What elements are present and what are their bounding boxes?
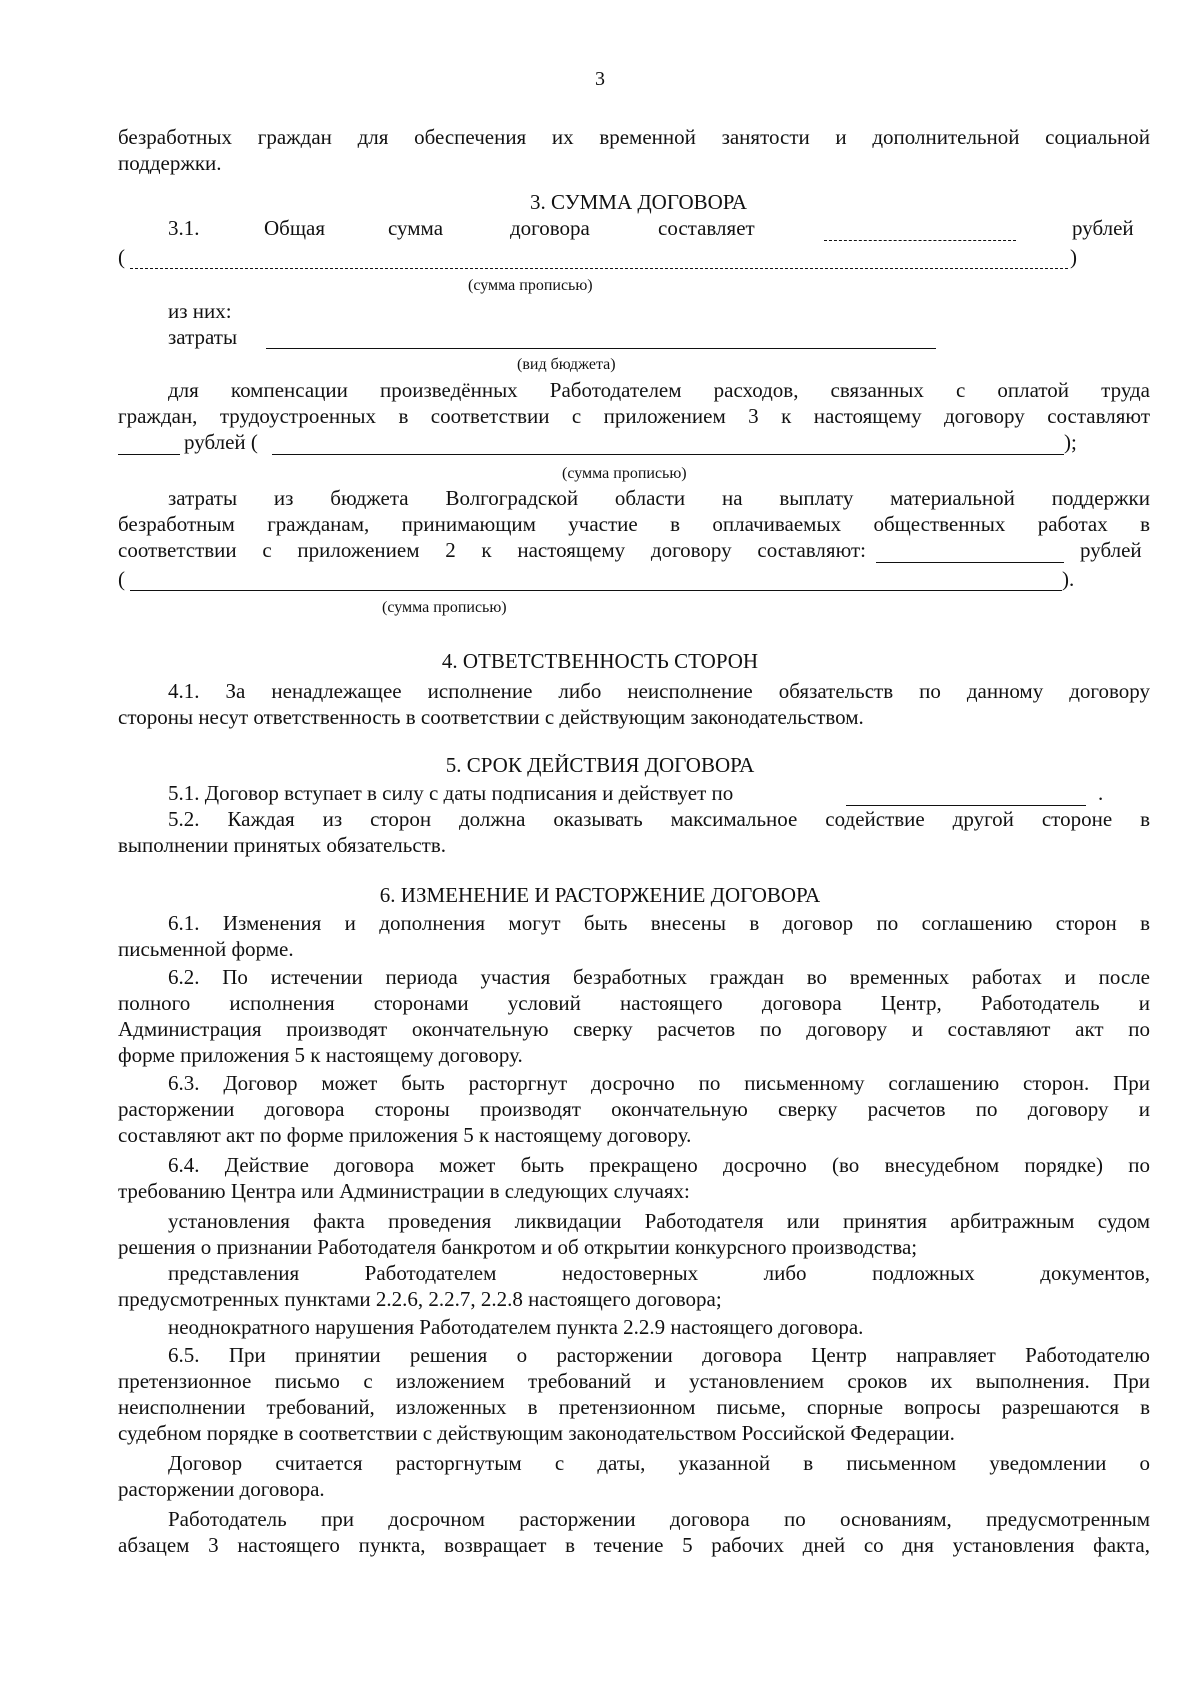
p64-line-2: требованию Центра или Администрации в следующих случаях: <box>118 1179 690 1203</box>
case-1-line-1: установления факта проведения ликвидации Работодателя или принятия арбитражным судом <box>168 1209 1150 1233</box>
budget-type-blank <box>266 330 936 349</box>
mat-sum-blank <box>876 544 1064 563</box>
case-1-line-2: решения о признании Работодателя банкротом и об открытии конкурсного производства; <box>118 1235 918 1259</box>
p62-line-3: Администрация производят окончательную сверку расчетов по договору и составляют акт по <box>118 1017 1150 1041</box>
case-2-line-2: предусмотренных пунктами 2.2.6, 2.2.7, 2.2.8 настоящего договора; <box>118 1287 722 1311</box>
comp-line-2: граждан, трудоустроенных в соответствии с приложением 3 к настоящему договору составляют <box>118 404 1150 428</box>
mat-close-dot: ). <box>1062 567 1075 591</box>
sum-total-blank <box>824 222 1016 241</box>
p62-line-4: форме приложения 5 к настоящему договору. <box>118 1043 523 1067</box>
mat-open-paren: ( <box>118 567 125 591</box>
p41-line-2: стороны несут ответственность в соответствии с действующим законодательством. <box>118 705 864 729</box>
sum-words-hint-1: (сумма прописью) <box>468 277 593 294</box>
p31-word-1: 3.1. <box>168 216 200 240</box>
intro-line-2: поддержки. <box>118 151 222 175</box>
page-number: 3 <box>595 68 605 90</box>
sum-total-close-paren: ) <box>1070 245 1077 269</box>
comp-rub-paren: рублей ( <box>184 430 258 454</box>
p31-word-2: Общая <box>264 216 326 240</box>
section-4-heading: 4. ОТВЕТСТВЕННОСТЬ СТОРОН <box>441 649 759 673</box>
p61-line-2: письменной форме. <box>118 937 294 961</box>
sum-total-open-paren: ( <box>118 245 125 269</box>
p62-line-2: полного исполнения сторонами условий настоящего договора Центр, Работодатель и <box>118 991 1150 1015</box>
case-2-line-1: представления Работодателем недостоверных либо подложных документов, <box>168 1261 1150 1285</box>
p63-line-1: 6.3. Договор может быть расторгнут досрочно по письменному соглашению сторон. При <box>168 1071 1150 1095</box>
zatraty-label: затраты <box>168 325 238 349</box>
employer-line-1: Работодатель при досрочном расторжении договора по основаниям, предусмотренным <box>168 1507 1150 1531</box>
case-3: неоднократного нарушения Работодателем пункта 2.2.9 настоящего договора. <box>168 1315 864 1339</box>
p51-text: 5.1. Договор вступает в силу с даты подписания и действует по <box>168 781 734 805</box>
section-3-heading: 3. СУММА ДОГОВОРА <box>530 190 747 214</box>
p65-line-2: претензионное письмо с изложением требований и установлением сроков их выполнения. При <box>118 1369 1150 1393</box>
p31-word-3: сумма <box>388 216 444 240</box>
mat-line-1: затраты из бюджета Волгоградской области на выплату материальной поддержки <box>168 486 1150 510</box>
p63-line-2: расторжении договора стороны производят окончательную сверку расчетов по договору и <box>118 1097 1150 1121</box>
p51-end: . <box>1098 781 1104 805</box>
p31-word-6: рублей <box>1072 216 1134 240</box>
employer-line-2: абзацем 3 настоящего пункта, возвращает в течение 5 рабочих дней со дня установления факта, <box>118 1533 1150 1557</box>
mat-line-3: соответствии с приложением 2 к настоящему договору составляют: <box>118 538 866 562</box>
intro-line-1: безработных граждан для обеспечения их временной занятости и дополнительной социальной <box>118 125 1150 149</box>
p65-line-1: 6.5. При принятии решения о расторжении договора Центр направляет Работодателю <box>168 1343 1150 1367</box>
comp-line-1: для компенсации произведённых Работодателем расходов, связанных с оплатой труда <box>168 378 1150 402</box>
p65-line-4: судебном порядке в соответствии с действующим законодательством Российской Федерации. <box>118 1421 955 1445</box>
section-5-heading: 5. СРОК ДЕЙСТВИЯ ДОГОВОРА <box>445 753 755 777</box>
budget-hint: (вид бюджета) <box>517 356 616 373</box>
mat-sum-words-blank <box>130 572 1062 591</box>
comp-sum-words-blank <box>272 436 1064 455</box>
termination-line-1: Договор считается расторгнутым с даты, указанной в письменном уведомлении о <box>168 1451 1150 1475</box>
mat-line-2: безработным гражданам, принимающим участие в оплачиваемых общественных работах в <box>118 512 1150 536</box>
termination-line-2: расторжении договора. <box>118 1477 325 1501</box>
iz-nih-label: из них: <box>168 299 232 323</box>
comp-sum-blank <box>118 436 180 455</box>
p62-line-1: 6.2. По истечении периода участия безработных граждан во временных работах и после <box>168 965 1150 989</box>
comp-close-semicolon: ); <box>1064 430 1077 454</box>
sum-words-hint-3: (сумма прописью) <box>382 599 507 616</box>
p52-line-2: выполнении принятых обязательств. <box>118 833 447 857</box>
p64-line-1: 6.4. Действие договора может быть прекращено досрочно (во внесудебном порядке) по <box>168 1153 1150 1177</box>
end-date-blank <box>846 787 1086 806</box>
p52-line-1: 5.2. Каждая из сторон должна оказывать максимальное содействие другой стороне в <box>168 807 1150 831</box>
mat-rub: рублей <box>1080 538 1142 562</box>
section-6-heading: 6. ИЗМЕНЕНИЕ И РАСТОРЖЕНИЕ ДОГОВОРА <box>379 883 821 907</box>
p41-line-1: 4.1. За ненадлежащее исполнение либо неисполнение обязательств по данному договору <box>168 679 1150 703</box>
p31-word-5: составляет <box>658 216 755 240</box>
p61-line-1: 6.1. Изменения и дополнения могут быть внесены в договор по соглашению сторон в <box>168 911 1150 935</box>
sum-words-hint-2: (сумма прописью) <box>562 465 687 482</box>
sum-total-words-blank <box>130 250 1068 269</box>
p63-line-3: составляют акт по форме приложения 5 к настоящему договору. <box>118 1123 692 1147</box>
p31-word-4: договора <box>510 216 590 240</box>
p65-line-3: неисполнении требований, изложенных в претензионном письме, спорные вопросы разрешаются в <box>118 1395 1150 1419</box>
